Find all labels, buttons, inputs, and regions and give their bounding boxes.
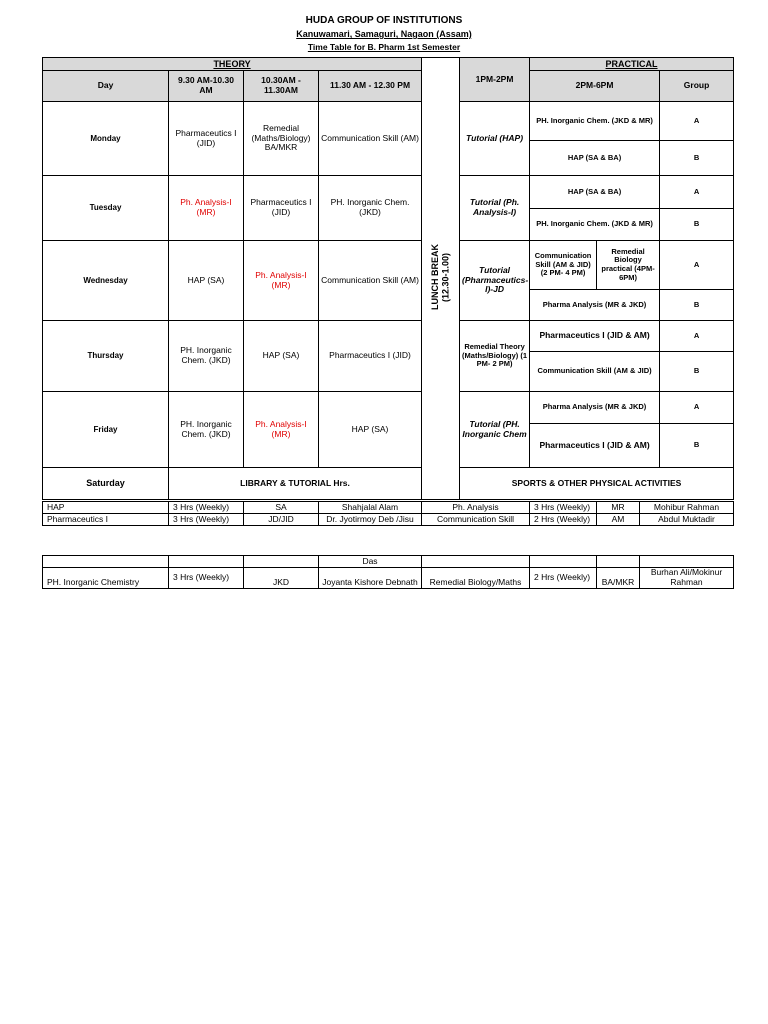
wednesday-practical-a1: Communication Skill (AM & JID) (2 PM- 4 PM): [530, 241, 597, 290]
saturday-theory: LIBRARY & TUTORIAL Hrs.: [169, 468, 422, 500]
lunch-break-cell: [422, 58, 460, 500]
day-monday: Monday: [43, 102, 169, 176]
monday-tutorial: Tutorial (HAP): [460, 102, 530, 176]
monday-slot2: Remedial (Maths/Biology) BA/MKR: [244, 102, 319, 176]
tuesday-group-a: A: [660, 176, 734, 209]
friday-slot2: Ph. Analysis-I (MR): [244, 392, 319, 468]
subject-name: [422, 556, 530, 568]
monday-practical-a: PH. Inorganic Chem. (JKD & MR): [530, 102, 660, 141]
tuesday-slot3: PH. Inorganic Chem. (JKD): [319, 176, 422, 241]
subject-name: [43, 556, 169, 568]
faculty-row: [43, 502, 734, 514]
wednesday-slot2: Ph. Analysis-I (MR): [244, 241, 319, 321]
teacher-name: Shahjalal Alam: [319, 502, 422, 514]
wednesday-tutorial: Tutorial (Pharmaceutics-I)-JD: [460, 241, 530, 321]
day-tuesday: Tuesday: [43, 176, 169, 241]
tuesday-tutorial: Tutorial (Ph. Analysis-I): [460, 176, 530, 241]
friday-group-a: A: [660, 392, 734, 424]
teacher-code: JD/JID: [244, 514, 319, 526]
teacher-name: Dr. Jyotirmoy Deb /Jisu: [319, 514, 422, 526]
friday-tutorial: Tutorial (PH. Inorganic Chem: [460, 392, 530, 468]
subject-name: Remedial Biology/Maths: [422, 568, 530, 589]
thursday-group-b: B: [660, 352, 734, 392]
faculty-table-1: [42, 501, 734, 526]
friday-slot1: PH. Inorganic Chem. (JKD): [169, 392, 244, 468]
faculty-row: [43, 514, 734, 526]
faculty-row: [43, 568, 734, 589]
monday-slot1: Pharmaceutics I (JID): [169, 102, 244, 176]
teacher-code: AM: [597, 514, 640, 526]
subject-name: HAP: [43, 502, 169, 514]
thursday-slot3: Pharmaceutics I (JID): [319, 321, 422, 392]
faculty-row: [43, 556, 734, 568]
day-wednesday: Wednesday: [43, 241, 169, 321]
friday-practical-a: Pharma Analysis (MR & JKD): [530, 392, 660, 424]
thursday-remedial: Remedial Theory (Maths/Biology) (1 PM- 2 PM): [460, 321, 530, 392]
subject-hours: 2 Hrs (Weekly): [530, 514, 597, 526]
monday-slot3: Communication Skill (AM): [319, 102, 422, 176]
institution-name: HUDA GROUP OF INSTITUTIONS: [305, 15, 463, 26]
teacher-name: Mohibur Rahman: [640, 502, 734, 514]
teacher-name: Abdul Muktadir: [640, 514, 734, 526]
subject-name: PH. Inorganic Chemistry: [43, 568, 169, 589]
group-column-header: Group: [660, 71, 734, 102]
practical-time-header: 2PM-6PM: [530, 71, 660, 102]
wednesday-practical-b: Pharma Analysis (MR & JKD): [530, 290, 660, 321]
tuesday-group-b: B: [660, 209, 734, 241]
thursday-group-a: A: [660, 321, 734, 352]
subject-hours: [530, 556, 597, 568]
subject-hours: [169, 556, 244, 568]
monday-group-b: B: [660, 141, 734, 176]
timetable-title: Time Table for B. Pharm 1st Semester: [307, 42, 461, 52]
day-thursday: Thursday: [43, 321, 169, 392]
thursday-slot2: HAP (SA): [244, 321, 319, 392]
wednesday-slot3: Communication Skill (AM): [319, 241, 422, 321]
subject-hours: 3 Hrs (Weekly): [169, 568, 244, 589]
wednesday-group-b: B: [660, 290, 734, 321]
thursday-practical-a: Pharmaceutics I (JID & AM): [530, 321, 660, 352]
practical-header: PRACTICAL: [530, 58, 734, 71]
thursday-practical-b: Communication Skill (AM & JID): [530, 352, 660, 392]
institution-address: Kanuwamari, Samaguri, Nagaon (Assam): [296, 29, 472, 39]
teacher-code: MR: [597, 502, 640, 514]
teacher-name: Burhan Ali/Mokinur Rahman: [640, 568, 734, 589]
subject-hours: 3 Hrs (Weekly): [530, 502, 597, 514]
day-column-header: Day: [43, 71, 169, 102]
slot1-header: 9.30 AM-10.30 AM: [169, 71, 244, 102]
slot2-header: 10.30AM - 11.30AM: [244, 71, 319, 102]
lunch-time-header: 1PM-2PM: [460, 58, 530, 102]
friday-practical-b: Pharmaceutics I (JID & AM): [530, 424, 660, 468]
subject-name: Pharmaceutics I: [43, 514, 169, 526]
teacher-name: [640, 556, 734, 568]
friday-slot3: HAP (SA): [319, 392, 422, 468]
tuesday-practical-b: PH. Inorganic Chem. (JKD & MR): [530, 209, 660, 241]
subject-hours: 2 Hrs (Weekly): [530, 568, 597, 589]
subject-hours: 3 Hrs (Weekly): [169, 514, 244, 526]
monday-practical-b: HAP (SA & BA): [530, 141, 660, 176]
teacher-name: Das: [319, 556, 422, 568]
saturday-practical: SPORTS & OTHER PHYSICAL ACTIVITIES: [460, 468, 734, 500]
teacher-code: [244, 556, 319, 568]
teacher-name: Joyanta Kishore Debnath: [319, 568, 422, 589]
teacher-code: JKD: [244, 568, 319, 589]
teacher-code: BA/MKR: [597, 568, 640, 589]
friday-group-b: B: [660, 424, 734, 468]
tuesday-slot1: Ph. Analysis-I (MR): [169, 176, 244, 241]
day-friday: Friday: [43, 392, 169, 468]
teacher-code: SA: [244, 502, 319, 514]
wednesday-practical-a2: Remedial Biology practical (4PM-6PM): [597, 241, 660, 290]
day-saturday: Saturday: [43, 468, 169, 500]
monday-group-a: A: [660, 102, 734, 141]
wednesday-group-a: A: [660, 241, 734, 290]
subject-hours: 3 Hrs (Weekly): [169, 502, 244, 514]
subject-name: Communication Skill: [422, 514, 530, 526]
teacher-code: [597, 556, 640, 568]
tuesday-practical-a: HAP (SA & BA): [530, 176, 660, 209]
subject-name: Ph. Analysis: [422, 502, 530, 514]
faculty-table-2: [42, 555, 734, 589]
lunch-break-label: LUNCH BREAK (12.30-1.00): [430, 244, 451, 311]
wednesday-slot1: HAP (SA): [169, 241, 244, 321]
thursday-slot1: PH. Inorganic Chem. (JKD): [169, 321, 244, 392]
timetable: [42, 57, 734, 500]
theory-header: THEORY: [43, 58, 422, 71]
tuesday-slot2: Pharmaceutics I (JID): [244, 176, 319, 241]
slot3-header: 11.30 AM - 12.30 PM: [319, 71, 422, 102]
